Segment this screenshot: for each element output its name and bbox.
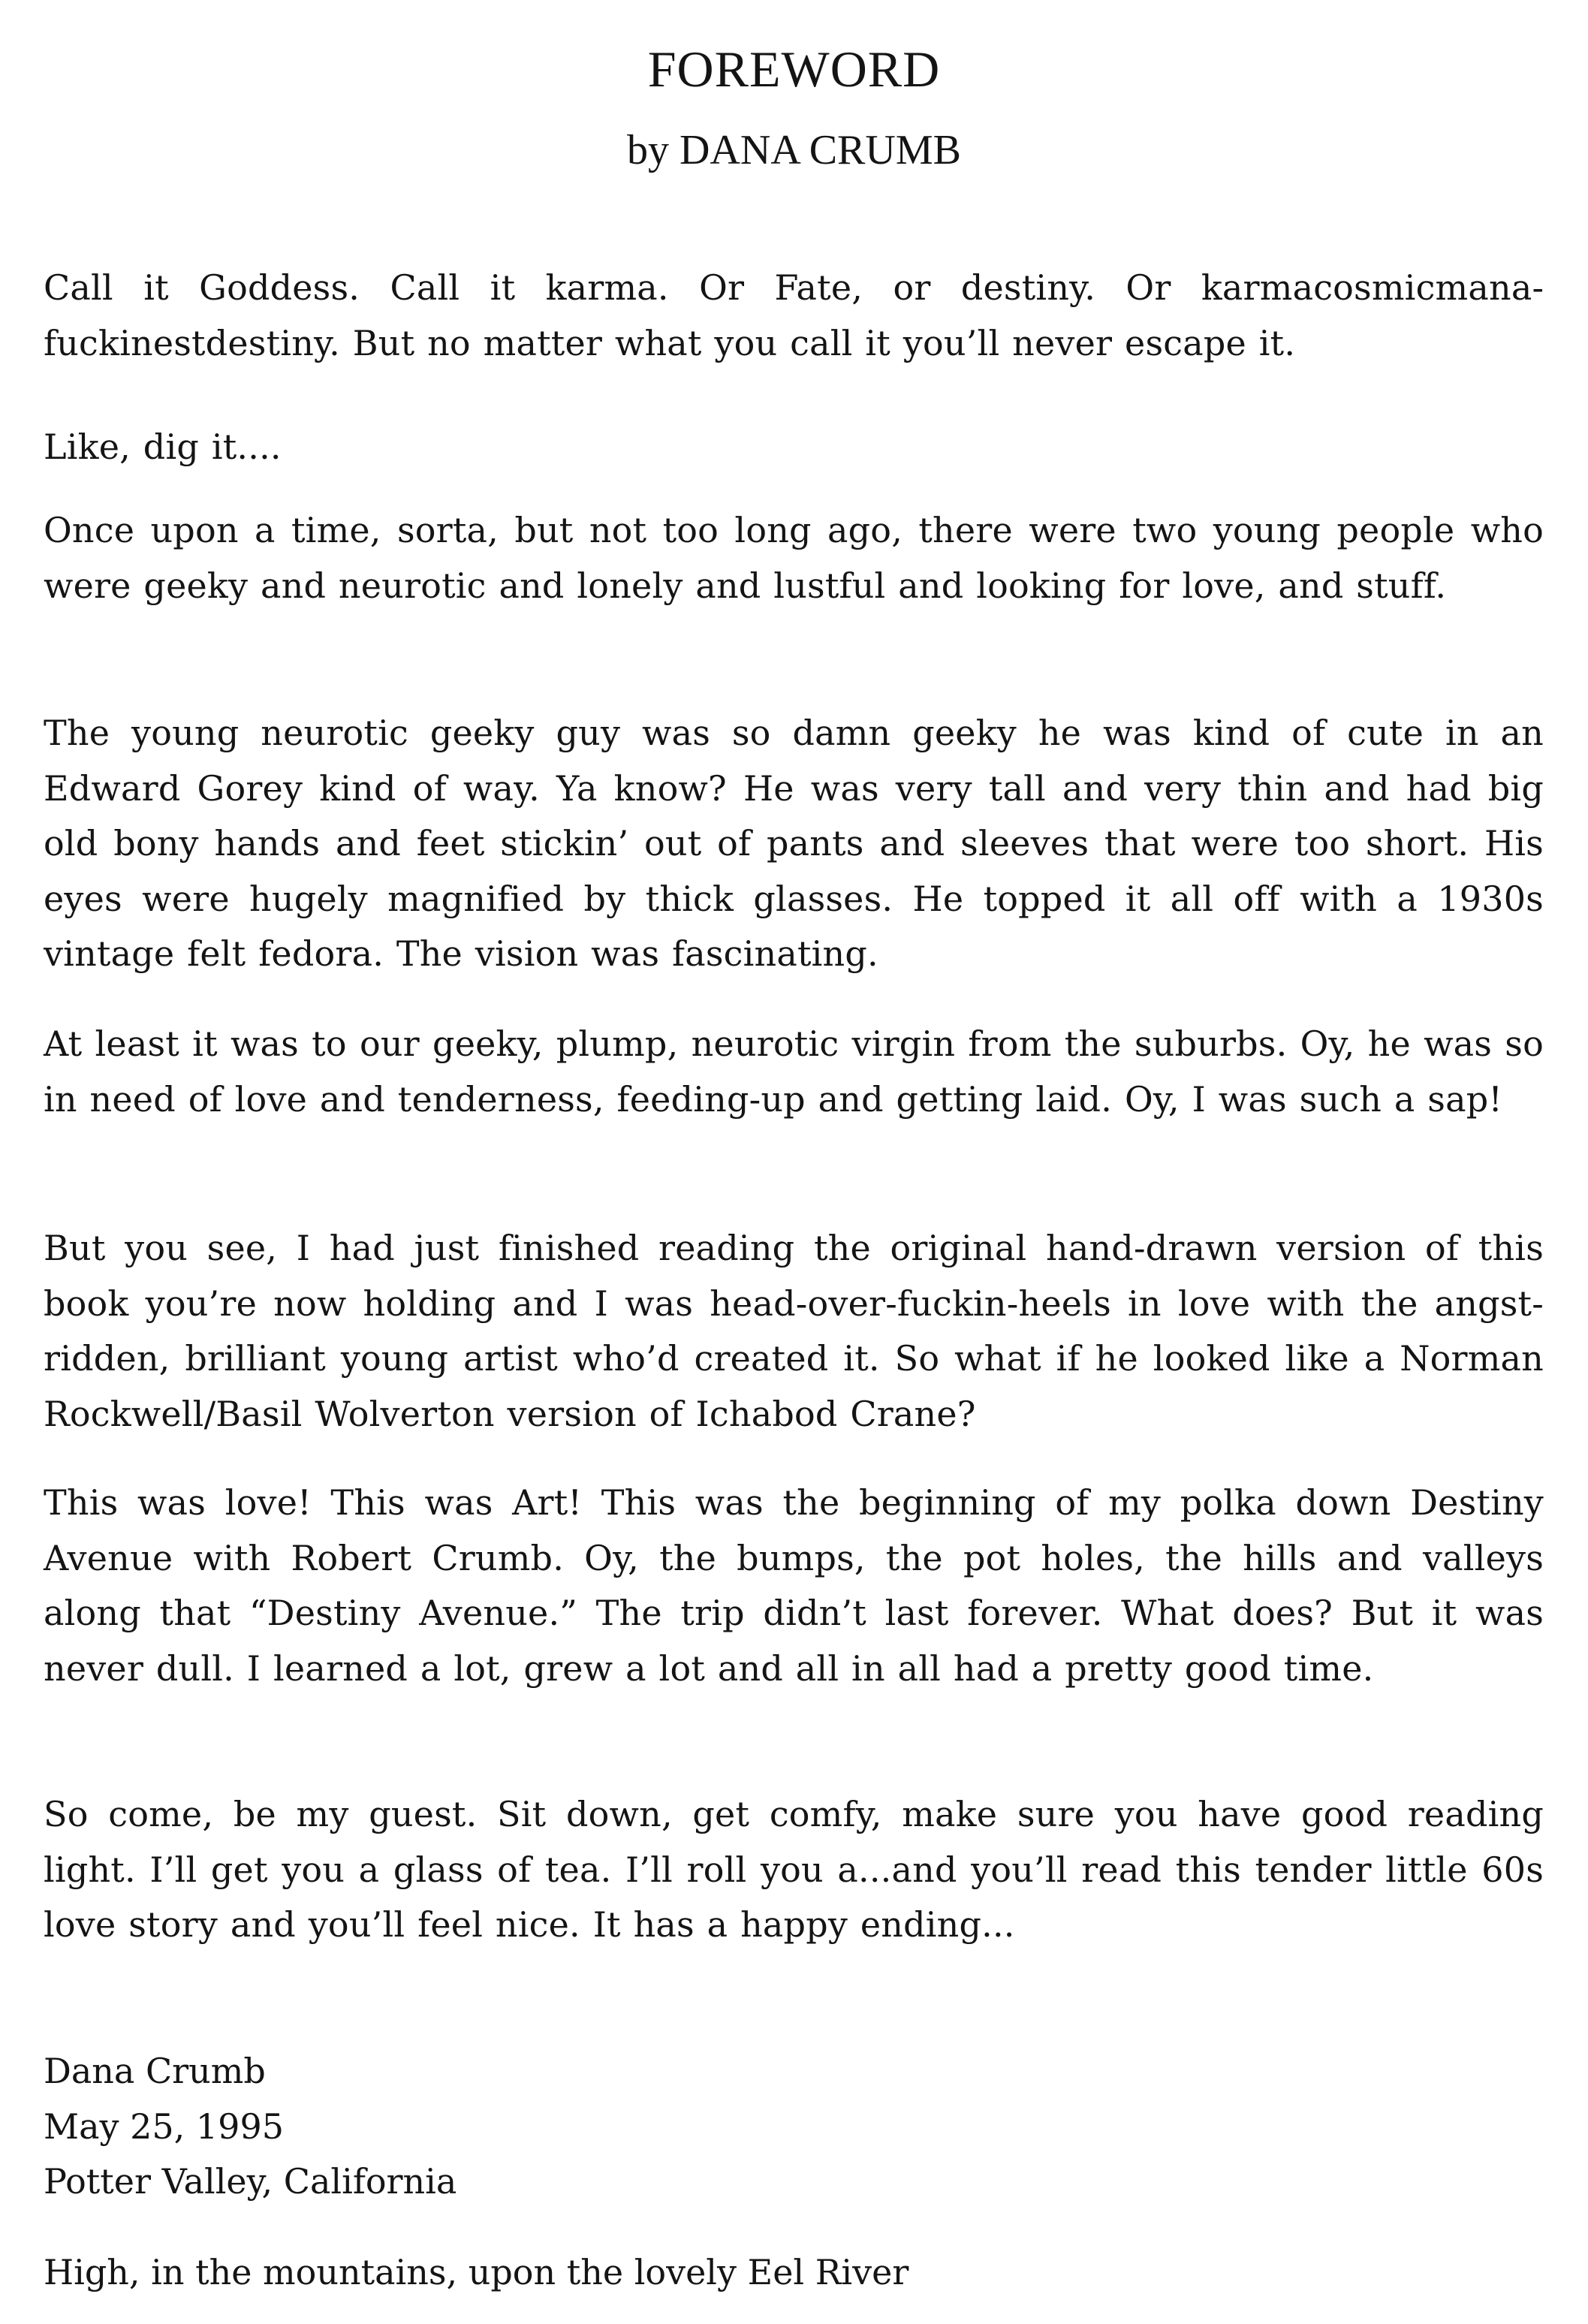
signature-name: Dana Crumb <box>44 2051 266 2091</box>
paragraph-2: Like, dig it.... <box>44 427 282 467</box>
paragraph-8: So come, be my guest. Sit down, get comfy, make sure you have good reading light. I’ll get you a glass of tea. I’ll roll you a...and you’ll read this tender little 60s love story and you’ll feel nice. It has a happy ending... <box>44 1794 1544 1945</box>
paragraph-1: Call it Goddess. Call it karma. Or Fate, or destiny. Or karmacosmicmanafuckinestdestiny. But no matter what you call it you’ll never escape it. <box>44 267 1544 363</box>
signature-date: May 25, 1995 <box>44 2106 284 2147</box>
paragraph-4: The young neurotic geeky guy was so damn geeky he was kind of cute in an Edward Gorey kind of way. Ya know? He was very tall and very thin and had big old bony hands and feet stickin’ out of pants and sleeves that were too short. His eyes were hugely magnified by thick glasses. He topped it all off with a 1930s vintage felt fedora. The vision was fascinating. <box>44 713 1544 974</box>
page-title: FOREWORD <box>647 41 941 98</box>
paragraph-5: At least it was to our geeky, plump, neurotic virgin from the suburbs. Oy, he was so in need of love and tenderness, feeding-up and getting laid. Oy, I was such a sap! <box>44 1023 1544 1120</box>
paragraph-6: But you see, I had just finished reading the original hand-drawn version of this book you’re now holding and I was head-over-fuckin-heels in love with the angst-ridden, brilliant young artist who’d created it. So what if he looked like a Norman Rockwell/Basil Wolverton version of Ichabod Crane? <box>44 1228 1544 1434</box>
author-byline: by DANA CRUMB <box>627 127 961 173</box>
signature-place: Potter Valley, California <box>44 2161 457 2202</box>
closing-line: High, in the mountains, upon the lovely Eel River <box>44 2252 909 2292</box>
paragraph-7: This was love! This was Art! This was the beginning of my polka down Destiny Avenue with Robert Crumb. Oy, the bumps, the pot holes, the hills and valleys along that “Destiny Avenue.” The trip didn’t last forever. What does? But it was never dull. I learned a lot, grew a lot and all in all had a pretty good time. <box>44 1482 1544 1689</box>
paragraph-3: Once upon a time, sorta, but not too long ago, there were two young people who were geeky and neurotic and lonely and lustful and looking for love, and stuff. <box>44 510 1544 606</box>
